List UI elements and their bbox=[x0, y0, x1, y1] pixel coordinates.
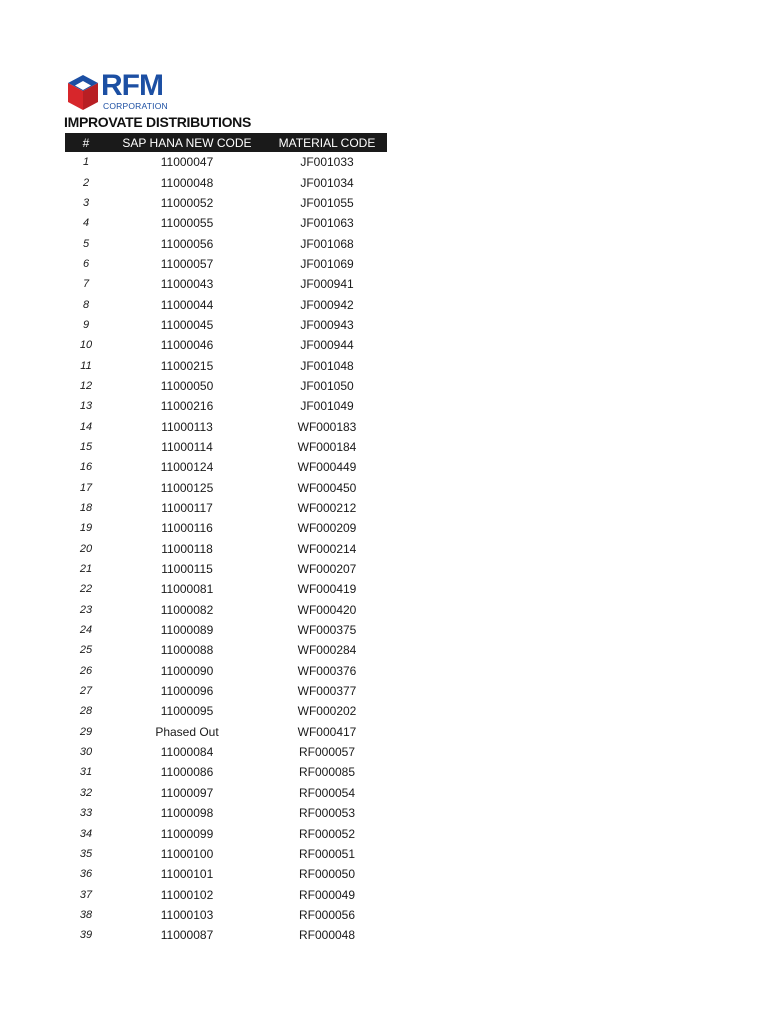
table-row bbox=[65, 355, 387, 375]
material-code-cell: WF000207 bbox=[297, 562, 357, 577]
row-number: 14 bbox=[79, 420, 93, 433]
material-code-cell: WF000420 bbox=[297, 602, 357, 617]
material-code-cell: RF000048 bbox=[298, 928, 356, 943]
material-code-cell: WF000183 bbox=[297, 419, 357, 434]
table-row bbox=[65, 478, 387, 498]
row-number: 29 bbox=[79, 725, 93, 738]
row-number: 30 bbox=[79, 746, 93, 759]
material-code-cell: WF000376 bbox=[297, 663, 357, 678]
material-code-cell: WF000214 bbox=[297, 541, 357, 556]
sap-hana-code-cell: 11000043 bbox=[160, 277, 214, 292]
material-code-cell: JF000944 bbox=[300, 338, 354, 353]
sap-hana-code-cell: 11000090 bbox=[160, 663, 214, 678]
logo-subtext: CORPORATION bbox=[103, 101, 168, 111]
row-number: 12 bbox=[79, 379, 93, 392]
table-row bbox=[65, 742, 387, 762]
material-code-cell: JF000942 bbox=[300, 297, 354, 312]
material-code-cell: JF001050 bbox=[300, 378, 354, 393]
table-row bbox=[65, 803, 387, 823]
table-row bbox=[65, 376, 387, 396]
table-row bbox=[65, 396, 387, 416]
sap-hana-code-cell: 11000048 bbox=[160, 175, 214, 190]
sap-hana-code-cell: 11000101 bbox=[160, 867, 214, 882]
table-row bbox=[65, 701, 387, 721]
sap-hana-code-cell: 11000046 bbox=[160, 338, 214, 353]
row-number: 10 bbox=[79, 339, 93, 352]
material-code-cell: JF001063 bbox=[300, 216, 354, 231]
row-number: 34 bbox=[79, 827, 93, 840]
material-code-cell: WF000202 bbox=[297, 704, 357, 719]
table-row bbox=[65, 661, 387, 681]
material-code-cell: RF000050 bbox=[298, 867, 356, 882]
table-row bbox=[65, 681, 387, 701]
sap-hana-code-cell: 11000115 bbox=[161, 562, 213, 577]
row-number: 6 bbox=[82, 257, 90, 270]
sap-hana-code-cell: 11000118 bbox=[161, 541, 213, 556]
table-row bbox=[65, 783, 387, 803]
table-row bbox=[65, 416, 387, 436]
sap-hana-code-cell: 11000050 bbox=[160, 378, 214, 393]
sap-hana-code-cell: 11000098 bbox=[160, 806, 214, 821]
sap-hana-code-cell: 11000087 bbox=[160, 928, 214, 943]
table-row bbox=[65, 193, 387, 213]
table-row bbox=[65, 823, 387, 843]
table-row bbox=[65, 559, 387, 579]
sap-hana-code-cell: 11000086 bbox=[160, 765, 214, 780]
row-number: 1 bbox=[82, 156, 90, 169]
material-code-cell: JF001048 bbox=[300, 358, 354, 373]
sap-hana-code-cell: 11000102 bbox=[160, 887, 214, 902]
rfm-logo-mark-icon bbox=[65, 73, 101, 112]
material-code-cell: JF001069 bbox=[300, 256, 354, 271]
material-code-cell: JF001049 bbox=[300, 399, 354, 414]
sap-hana-code-cell: 11000095 bbox=[160, 704, 214, 719]
document-title: IMPROVATE DISTRIBUTIONS bbox=[64, 114, 252, 130]
table-row bbox=[65, 884, 387, 904]
sap-hana-code-cell: 11000055 bbox=[160, 216, 214, 231]
table-row bbox=[65, 294, 387, 314]
row-number: 13 bbox=[79, 400, 93, 413]
table-row bbox=[65, 925, 387, 945]
codes-table bbox=[65, 133, 387, 945]
sap-hana-code-cell: 11000116 bbox=[161, 521, 213, 536]
material-code-cell: RF000085 bbox=[298, 765, 356, 780]
material-code-cell: JF001068 bbox=[300, 236, 354, 251]
row-number: 38 bbox=[79, 908, 93, 921]
sap-hana-code-cell: Phased Out bbox=[155, 724, 219, 739]
row-number: 16 bbox=[79, 461, 93, 474]
material-code-cell: WF000375 bbox=[297, 623, 357, 638]
table-row bbox=[65, 518, 387, 538]
sap-hana-code-cell: 11000084 bbox=[160, 745, 214, 760]
sap-hana-code-cell: 11000096 bbox=[160, 684, 214, 699]
row-number: 8 bbox=[82, 298, 90, 311]
sap-hana-code-cell: 11000125 bbox=[160, 480, 214, 495]
table-row bbox=[65, 844, 387, 864]
table-row bbox=[65, 600, 387, 620]
table-row bbox=[65, 905, 387, 925]
logo-wordmark: RFM bbox=[101, 69, 163, 102]
material-code-cell: WF000419 bbox=[297, 582, 357, 597]
row-number: 17 bbox=[79, 481, 93, 494]
row-number: 3 bbox=[82, 196, 90, 209]
table-row bbox=[65, 762, 387, 782]
row-number: 20 bbox=[79, 542, 93, 555]
sap-hana-code-cell: 11000103 bbox=[160, 907, 214, 922]
row-number: 25 bbox=[79, 644, 93, 657]
material-code-cell: RF000051 bbox=[298, 846, 356, 861]
material-code-cell: RF000054 bbox=[298, 785, 356, 800]
row-number: 9 bbox=[82, 318, 90, 331]
row-number: 19 bbox=[79, 522, 93, 535]
table-row bbox=[65, 172, 387, 192]
material-code-cell: WF000450 bbox=[297, 480, 357, 495]
table-row bbox=[65, 213, 387, 233]
sap-hana-code-cell: 11000044 bbox=[160, 297, 214, 312]
sap-hana-code-cell: 11000117 bbox=[161, 501, 213, 516]
row-number: 4 bbox=[82, 217, 90, 230]
sap-hana-code-cell: 11000047 bbox=[160, 155, 214, 170]
table-row bbox=[65, 274, 387, 294]
row-number: 23 bbox=[79, 603, 93, 616]
table-row bbox=[65, 233, 387, 253]
header-material-code: MATERIAL CODE bbox=[267, 133, 387, 152]
table-row bbox=[65, 335, 387, 355]
material-code-cell: JF001033 bbox=[300, 155, 354, 170]
material-code-cell: WF000212 bbox=[297, 501, 357, 516]
row-number: 37 bbox=[79, 888, 93, 901]
sap-hana-code-cell: 11000045 bbox=[160, 317, 214, 332]
table-row bbox=[65, 498, 387, 518]
material-code-cell: RF000053 bbox=[298, 806, 356, 821]
row-number: 2 bbox=[82, 176, 90, 189]
row-number: 35 bbox=[79, 847, 93, 860]
material-code-cell: JF000943 bbox=[300, 317, 354, 332]
sap-hana-code-cell: 11000089 bbox=[160, 623, 214, 638]
sap-hana-code-cell: 11000057 bbox=[160, 256, 214, 271]
rfm-logo bbox=[65, 69, 175, 113]
row-number: 15 bbox=[79, 440, 93, 453]
sap-hana-code-cell: 11000113 bbox=[161, 419, 213, 434]
row-number: 11 bbox=[80, 359, 92, 372]
sap-hana-code-cell: 11000215 bbox=[160, 358, 214, 373]
row-number: 33 bbox=[79, 807, 93, 820]
table-row bbox=[65, 640, 387, 660]
row-number: 28 bbox=[79, 705, 93, 718]
header-sap-hana-new-code: SAP HANA NEW CODE bbox=[107, 133, 267, 152]
table-body bbox=[65, 152, 387, 945]
sap-hana-code-cell: 11000097 bbox=[160, 785, 214, 800]
table-header-row bbox=[65, 133, 387, 152]
table-row bbox=[65, 457, 387, 477]
material-code-cell: JF000941 bbox=[300, 277, 354, 292]
table-row bbox=[65, 152, 387, 172]
material-code-cell: RF000056 bbox=[298, 907, 356, 922]
table-row bbox=[65, 437, 387, 457]
material-code-cell: RF000057 bbox=[298, 745, 356, 760]
row-number: 24 bbox=[79, 624, 93, 637]
material-code-cell: WF000184 bbox=[297, 439, 357, 454]
table-row bbox=[65, 579, 387, 599]
sap-hana-code-cell: 11000088 bbox=[160, 643, 214, 658]
sap-hana-code-cell: 11000124 bbox=[160, 460, 214, 475]
row-number: 26 bbox=[79, 664, 93, 677]
sap-hana-code-cell: 11000216 bbox=[160, 399, 214, 414]
table-row bbox=[65, 722, 387, 742]
row-number: 31 bbox=[79, 766, 93, 779]
row-number: 36 bbox=[79, 868, 93, 881]
material-code-cell: JF001034 bbox=[300, 175, 354, 190]
sap-hana-code-cell: 11000099 bbox=[160, 826, 214, 841]
material-code-cell: WF000209 bbox=[297, 521, 357, 536]
material-code-cell: WF000417 bbox=[297, 724, 357, 739]
material-code-cell: RF000052 bbox=[298, 826, 356, 841]
table-row bbox=[65, 539, 387, 559]
material-code-cell: WF000284 bbox=[297, 643, 357, 658]
table-row bbox=[65, 620, 387, 640]
row-number: 18 bbox=[79, 502, 93, 515]
row-number: 22 bbox=[79, 583, 93, 596]
sap-hana-code-cell: 11000114 bbox=[161, 439, 213, 454]
material-code-cell: WF000377 bbox=[297, 684, 357, 699]
row-number: 7 bbox=[82, 278, 90, 291]
sap-hana-code-cell: 11000081 bbox=[160, 582, 214, 597]
table-row bbox=[65, 254, 387, 274]
row-number: 21 bbox=[79, 563, 93, 576]
material-code-cell: RF000049 bbox=[298, 887, 356, 902]
sap-hana-code-cell: 11000082 bbox=[160, 602, 214, 617]
table-row bbox=[65, 315, 387, 335]
material-code-cell: WF000449 bbox=[297, 460, 357, 475]
sap-hana-code-cell: 11000056 bbox=[160, 236, 214, 251]
row-number: 5 bbox=[82, 237, 90, 250]
header-number: # bbox=[65, 133, 107, 152]
material-code-cell: JF001055 bbox=[300, 195, 354, 210]
row-number: 32 bbox=[79, 786, 93, 799]
row-number: 39 bbox=[79, 929, 93, 942]
sap-hana-code-cell: 11000052 bbox=[160, 195, 214, 210]
row-number: 27 bbox=[79, 685, 93, 698]
table-row bbox=[65, 864, 387, 884]
sap-hana-code-cell: 11000100 bbox=[160, 846, 214, 861]
